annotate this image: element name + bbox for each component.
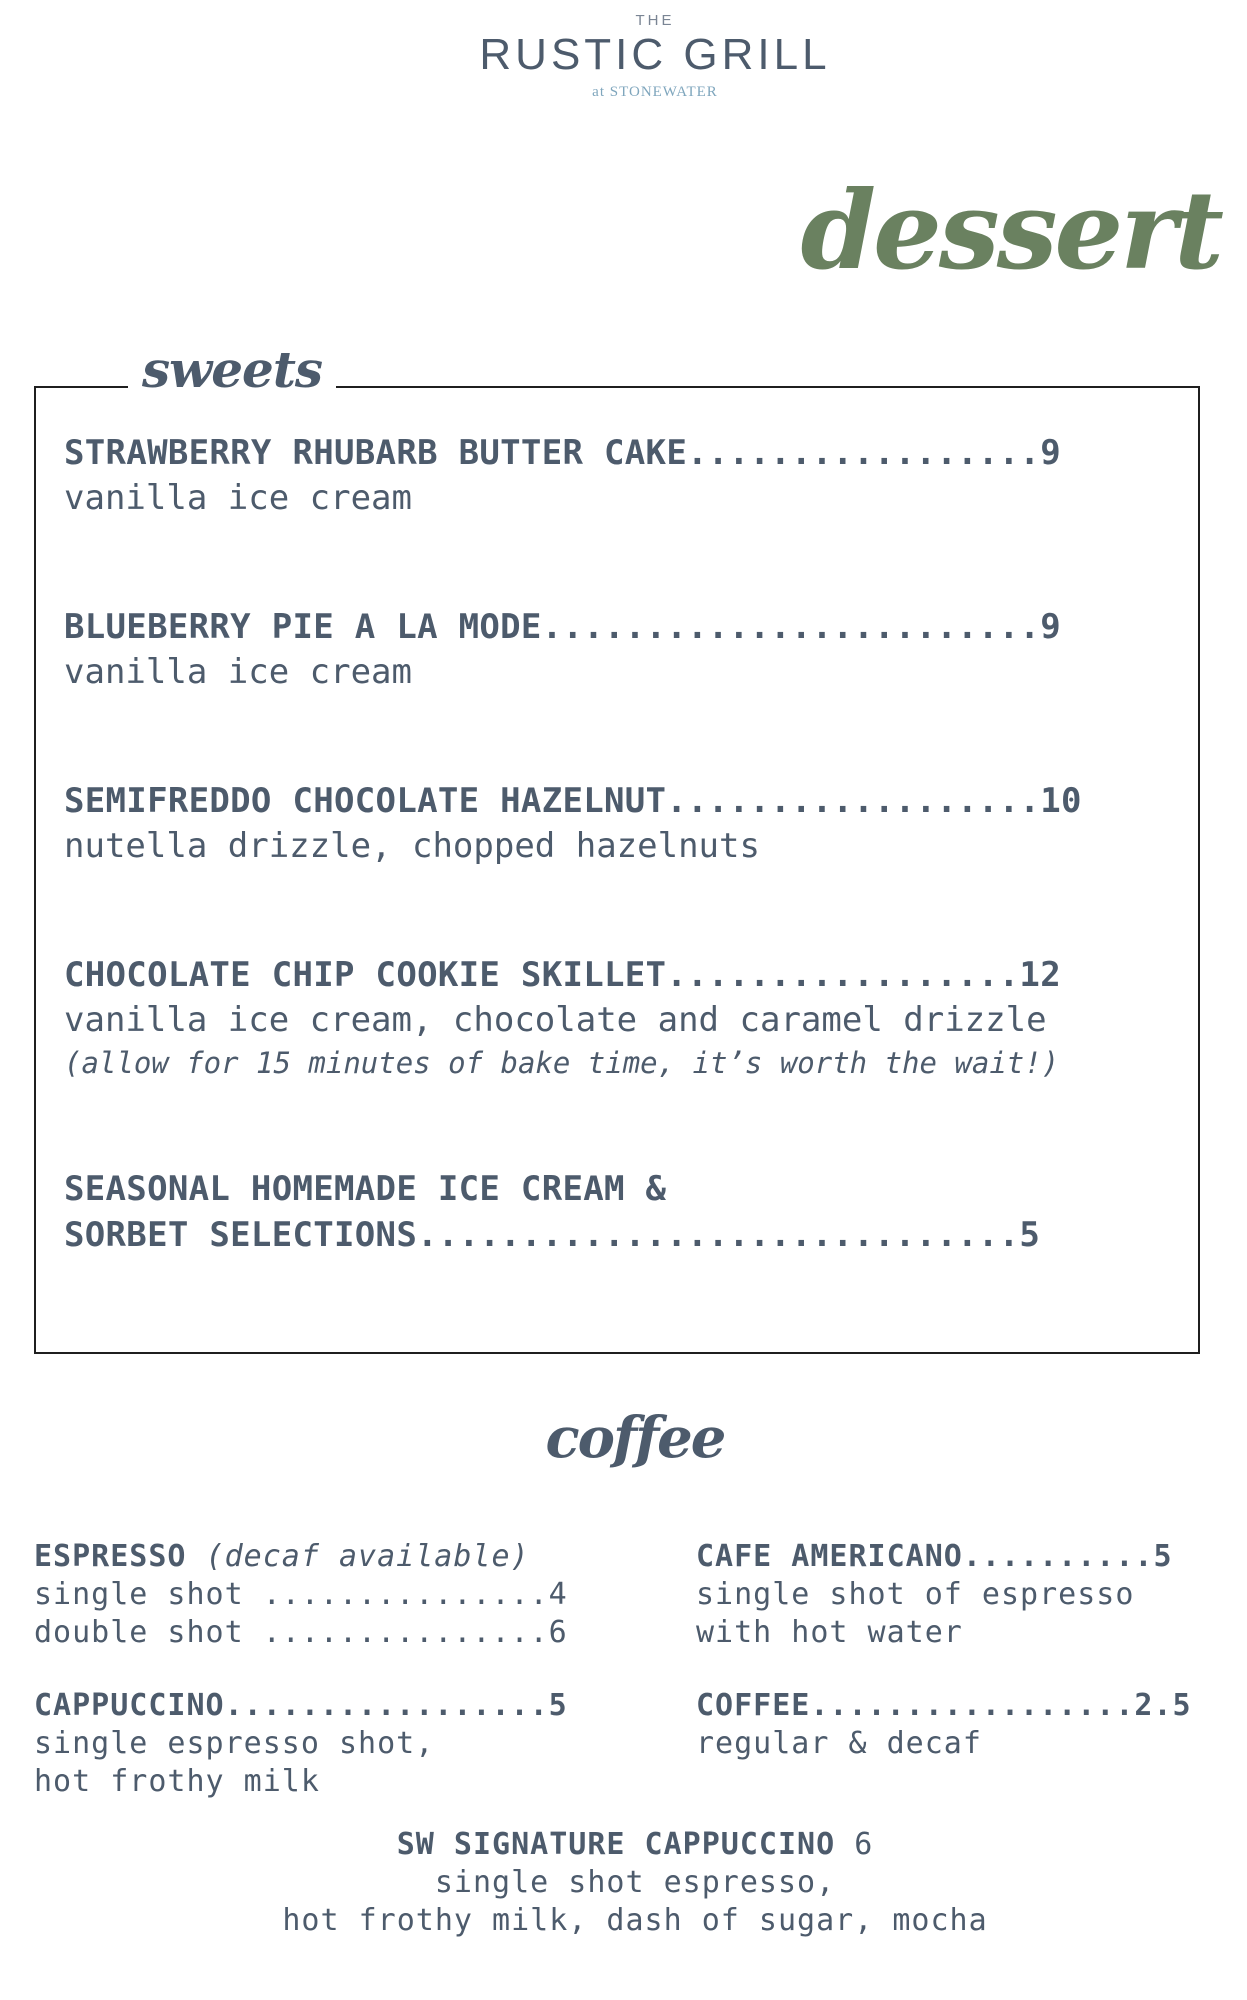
item-description: vanilla ice cream xyxy=(64,478,412,518)
item-price: 9 xyxy=(1040,607,1061,647)
item-name-line xyxy=(696,1687,1247,1725)
item-option xyxy=(34,1614,654,1652)
item-name: CAPPUCCINO xyxy=(34,1688,225,1723)
item-leader-dots: ................. xyxy=(224,1688,549,1723)
option-label: single shot ............... xyxy=(34,1577,549,1612)
item-price: 2.5 xyxy=(1134,1688,1192,1723)
item-leader-dots: ........................ xyxy=(541,607,1041,647)
logo-the: THE xyxy=(635,12,675,29)
item-description: hot frothy milk, dash of sugar, mocha xyxy=(282,1903,988,1938)
item-name: COFFEE xyxy=(696,1688,811,1723)
item-name: STRAWBERRY RHUBARB BUTTER CAKE xyxy=(64,433,688,473)
coffee-item-coffee xyxy=(696,1687,1247,1763)
sweets-heading: sweets xyxy=(128,340,336,399)
item-name: ESPRESSO xyxy=(34,1539,187,1574)
item-description: single shot of espresso xyxy=(696,1577,1135,1612)
item-leader-dots: ................. xyxy=(810,1688,1135,1723)
item-name-line: SEASONAL HOMEMADE ICE CREAM & xyxy=(64,1169,667,1209)
item-name: CAFE AMERICANO xyxy=(696,1539,963,1574)
item-note: (allow for 15 minutes of bake time, it’s worth the wait!) xyxy=(64,1046,1060,1080)
item-name-line xyxy=(0,1826,1247,1864)
item-leader-dots: ................. xyxy=(666,955,1020,995)
item-leader-dots: ............................. xyxy=(417,1215,1020,1255)
item-name: SEMIFREDDO CHOCOLATE HAZELNUT xyxy=(64,781,667,821)
menu-item xyxy=(64,952,1174,1083)
menu-item xyxy=(64,430,1174,521)
item-price: 5 xyxy=(548,1688,568,1723)
item-price: 6 xyxy=(854,1827,874,1862)
item-name-line xyxy=(34,1687,654,1725)
item-description: single espresso shot, xyxy=(34,1726,435,1761)
item-name-line xyxy=(34,1538,654,1576)
coffee-item-americano xyxy=(696,1538,1247,1652)
item-leader-dots: ................. xyxy=(687,433,1041,473)
item-name-line xyxy=(64,1212,1174,1258)
item-name-line xyxy=(64,952,1174,998)
menu-item xyxy=(64,1166,1174,1258)
logo-subtitle: at STONEWATER xyxy=(592,84,718,100)
coffee-item-cappuccino xyxy=(34,1687,654,1801)
coffee-item-espresso xyxy=(34,1538,654,1652)
item-price: 9 xyxy=(1040,433,1061,473)
item-description: vanilla ice cream xyxy=(64,652,412,692)
item-name: CHOCOLATE CHIP COOKIE SKILLET xyxy=(64,955,667,995)
item-option xyxy=(34,1576,654,1614)
coffee-heading: coffee xyxy=(545,1405,725,1471)
item-name-line xyxy=(64,430,1174,476)
item-price: 5 xyxy=(1153,1539,1173,1574)
item-leader-dots: .................. xyxy=(666,781,1041,821)
item-name: SW SIGNATURE CAPPUCCINO xyxy=(396,1827,836,1862)
item-description: with hot water xyxy=(696,1615,963,1650)
item-description: vanilla ice cream, chocolate and caramel drizzle xyxy=(64,1000,1047,1040)
item-description: nutella drizzle, chopped hazelnuts xyxy=(64,826,760,866)
item-leader-dots: .......... xyxy=(962,1539,1154,1574)
page-title: dessert xyxy=(800,168,1221,294)
option-label: double shot ............... xyxy=(34,1615,549,1650)
logo-name: RUSTIC GRILL xyxy=(479,30,831,79)
coffee-item-signature xyxy=(0,1826,1247,1940)
item-note: (decaf available) xyxy=(205,1539,530,1574)
option-price: 4 xyxy=(548,1577,568,1612)
item-name: SORBET SELECTIONS xyxy=(64,1215,418,1255)
item-price: 5 xyxy=(1019,1215,1041,1255)
item-name-line xyxy=(696,1538,1247,1576)
menu-item xyxy=(64,604,1174,695)
item-description: hot frothy milk xyxy=(34,1764,320,1799)
sweets-list xyxy=(64,430,1174,1341)
item-name-line xyxy=(64,604,1174,650)
menu-item xyxy=(64,778,1174,869)
item-price: 10 xyxy=(1040,781,1082,821)
item-price: 12 xyxy=(1019,955,1061,995)
item-description: regular & decaf xyxy=(696,1726,982,1761)
item-name: BLUEBERRY PIE A LA MODE xyxy=(64,607,542,647)
item-description: single shot espresso, xyxy=(434,1865,836,1900)
item-name-line xyxy=(64,778,1174,824)
option-price: 6 xyxy=(548,1615,568,1650)
